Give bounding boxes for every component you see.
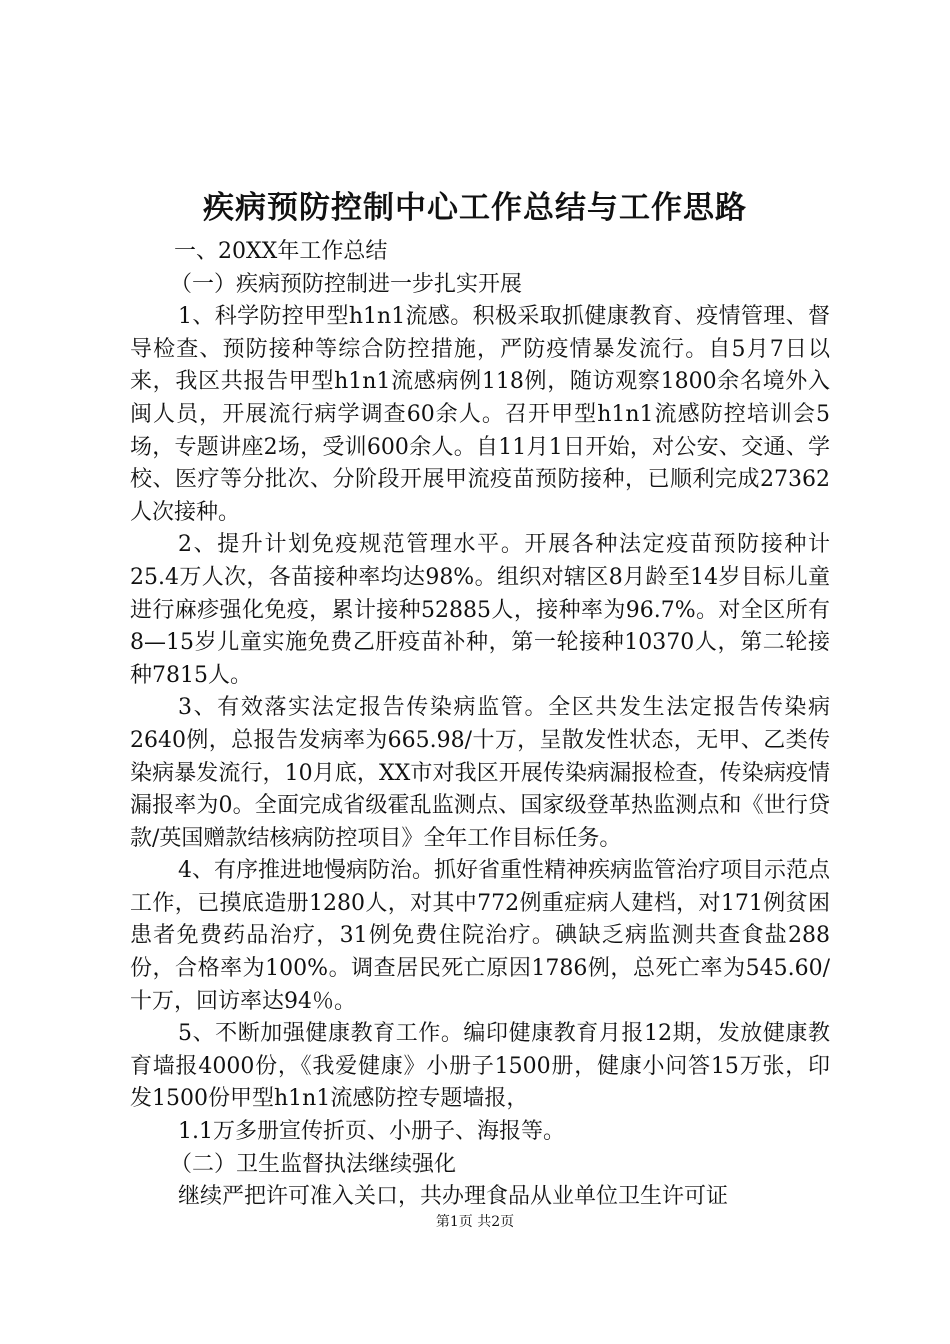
paragraph: 1、科学防控甲型h1n1流感。积极采取抓健康教育、疫情管理、督导检查、预防接种等综合防控措施，严防疫情暴发流行。自5月7日以来，我区共报告甲型h1n1流感病例118例，随访观察1800余名境外入闽人员，开展流行病学调查60余人。召开甲型h1n1流感防控培训会5场，专题讲座2场，受训600余人。自11月1日开始，对公安、交通、学校、医疗等分批次、分阶段开展甲流疫苗预防接种，已顺利完成27362人次接种。 <box>130 304 830 525</box>
paragraph: 4、有序推进地慢病防治。抓好省重性精神疾病监管治疗项目示范点工作，已摸底造册1280人，对其中772例重症病人建档，对171例贫困患者免费药品治疗，31例免费住院治疗。碘缺乏病监测共查食盐288份，合格率为100%。调查居民死亡原因1786例，总死亡率为545.60/十万，回访率达94％。 <box>130 858 830 1014</box>
paragraph: 继续严把许可准入关口，共办理食品从业单位卫生许可证 <box>178 1184 729 1210</box>
document-title: 疾病预防控制中心工作总结与工作思路 <box>203 190 747 226</box>
paragraph-continuation: 1.1万多册宣传折页、小册子、海报等。 <box>178 1119 565 1145</box>
paragraph: 3、有效落实法定报告传染病监管。全区共发生法定报告传染病2640例，总报告发病率为665.98/十万，呈散发性状态，无甲、乙类传染病暴发流行，10月底，XX市对我区开展传染病漏报检查，传染病疫情漏报率为0。全面完成省级霍乱监测点、国家级登革热监测点和《世行贷款/英国赠款结核病防控项目》全年工作目标任务。 <box>130 695 830 851</box>
document-body <box>130 236 830 1214</box>
section-heading: 一、20XX年工作总结 <box>174 239 388 264</box>
paragraph: 5、不断加强健康教育工作。编印健康教育月报12期，发放健康教育墙报4000份，《我爱健康》小册子1500册，健康小问答15万张，印发1500份甲型h1n1流感防控专题墙报， <box>130 1021 830 1112</box>
paragraph: 2、提升计划免疫规范管理水平。开展各种法定疫苗预防接种计25.4万人次，各苗接种率均达98%。组织对辖区8月龄至14岁目标儿童进行麻疹强化免疫，累计接种52885人，接种率为96.7%。对全区所有8—15岁儿童实施免费乙肝疫苗补种，第一轮接种10370人，第二轮接种7815人。 <box>130 532 830 688</box>
subsection-heading: （一）疾病预防控制进一步扎实开展 <box>170 271 523 297</box>
subsection-heading: （二）卫生监督执法继续强化 <box>170 1151 457 1177</box>
page-footer: 第1页 共2页 <box>435 1214 515 1230</box>
